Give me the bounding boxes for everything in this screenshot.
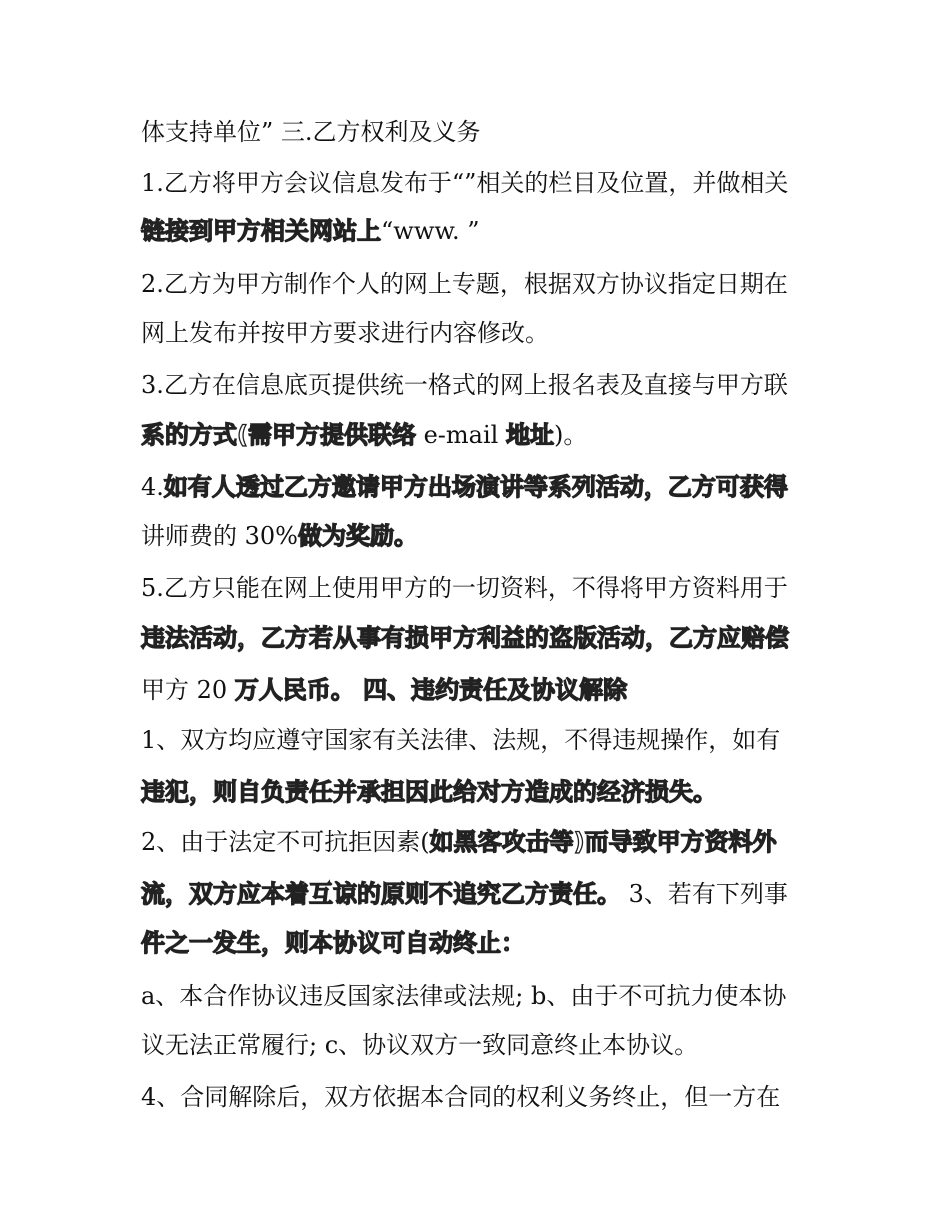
text-segment: 1.乙方将甲方会议信息发布于“”相关的栏目及位置，并做相关	[141, 169, 789, 197]
text-segment: 违法活动，乙方若从事有损甲方利益的盗版活动，乙方应赔偿	[141, 624, 789, 652]
text-line	[141, 112, 841, 152]
text-segment: 做为奖励。	[297, 522, 418, 550]
text-line	[141, 467, 841, 507]
text-segment: 甲方 20	[141, 676, 235, 704]
text-segment: 2.乙方为甲方制作个人的网上专题，根据双方协议指定日期在	[141, 270, 788, 298]
text-segment: 如黑客攻击等)而导致甲方资料外	[429, 828, 777, 856]
text-segment: “www. ”	[381, 217, 480, 245]
text-segment: )。	[553, 421, 588, 449]
text-segment: 2、由于法定不可抗拒因素(	[141, 828, 430, 856]
text-segment: 违犯，则自负责任并承担因此给对方造成的经济损失。	[141, 778, 717, 806]
text-line	[141, 313, 841, 353]
text-line	[141, 976, 841, 1016]
text-line	[141, 923, 841, 963]
text-segment: 流，双方应本着互谅的原则不追究乙方责任。	[141, 880, 621, 908]
text-line	[141, 670, 841, 710]
text-line	[141, 211, 841, 251]
text-segment: 链接到甲方相关网站上	[141, 217, 381, 245]
text-segment: 议无法正常履行; c、协议双方一致同意终止本协议。	[141, 1031, 699, 1059]
text-segment: 体支持单位” 三.乙方权利及义务	[141, 118, 481, 146]
text-line	[141, 516, 841, 556]
text-segment: 讲师费的 30%	[141, 522, 298, 550]
text-line	[141, 264, 841, 304]
text-segment: 地址	[505, 421, 554, 449]
text-segment: e-mail	[415, 421, 506, 449]
text-segment: 1、双方均应遵守国家有关法律、法规，不得违规操作，如有	[141, 726, 781, 754]
text-segment: 4.	[141, 473, 164, 501]
text-segment: 件之一发生，则本协议可自动终止：	[141, 929, 525, 957]
text-line	[141, 720, 841, 760]
text-line	[141, 618, 841, 658]
text-segment: 万人民币。 四、违约责任及协议解除	[234, 676, 628, 704]
text-segment: 4、合同解除后，双方依据本合同的权利义务终止，但一方在	[141, 1083, 781, 1111]
text-segment: 3.乙方在信息底页提供统一格式的网上报名表及直接与甲方联	[141, 371, 788, 399]
text-segment: 5.乙方只能在网上使用甲方的一切资料，不得将甲方资料用于	[141, 574, 788, 602]
text-line	[141, 822, 841, 862]
text-segment: 3、若有下列事	[621, 880, 788, 908]
text-line	[141, 568, 841, 608]
text-line	[141, 415, 841, 455]
text-line	[141, 874, 841, 914]
text-segment: a、本合作协议违反国家法律或法规; b、由于不可抗力使本协	[141, 982, 787, 1010]
text-line	[141, 772, 841, 812]
text-segment: 如有人透过乙方邀请甲方出场演讲等系列活动，乙方可获得	[163, 473, 788, 501]
text-line	[141, 365, 841, 405]
text-segment: 网上发布并按甲方要求进行内容修改。	[141, 319, 549, 347]
text-line	[141, 1025, 841, 1065]
text-line	[141, 1077, 841, 1117]
text-line	[141, 163, 841, 203]
text-segment: 系的方式(需甲方提供联络	[141, 421, 416, 449]
